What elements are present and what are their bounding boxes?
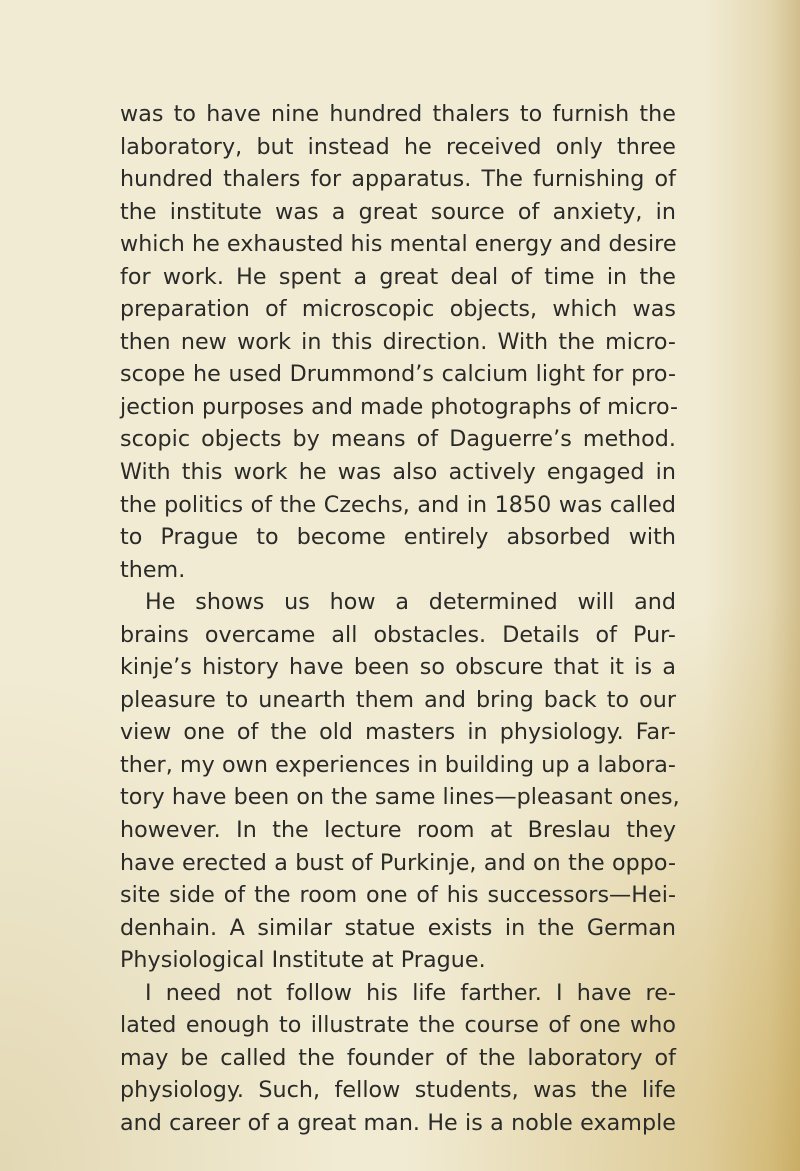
text-line: hundred thalers for apparatus. The furnishing of (120, 166, 676, 193)
text-line: lated enough to illustrate the course of one who (120, 1012, 676, 1039)
text-line: laboratory, but instead he received only three (120, 133, 676, 160)
text-line: scope he used Drummond’s calcium light for pro- (120, 361, 676, 388)
text-line: I need not follow his life farther. I have re- (145, 979, 676, 1006)
text-line: was to have nine hundred thalers to furnish the (120, 101, 676, 127)
text-line: ther, my own experiences in building up a labora- (120, 751, 676, 778)
text-line: site side of the room one of his successors—Hei- (120, 882, 676, 909)
text-line: then new work in this direction. With the micro- (120, 328, 676, 355)
text-line: the politics of the Czechs, and in 1850 was called (120, 491, 676, 518)
text-line: however. In the lecture room at Breslau they (120, 817, 676, 844)
text-line: view one of the old masters in physiology. Far- (120, 719, 676, 746)
text-line: have erected a bust of Purkinje, and on the oppo- (120, 849, 676, 876)
body-text (120, 98, 680, 1140)
text-line: may be called the founder of the laboratory of (120, 1044, 676, 1071)
text-line: denhain. A similar statue exists in the German (120, 914, 676, 941)
text-line: preparation of microscopic objects, which was (120, 296, 676, 323)
text-line: He shows us how a determined will and (145, 589, 676, 616)
text-line: kinje’s history have been so obscure that it is a (120, 654, 676, 681)
text-line: for work. He spent a great deal of time in the (120, 263, 676, 290)
text-line: tory have been on the same lines—pleasant ones, (120, 784, 680, 811)
text-line: Physiological Institute at Prague. (120, 947, 486, 974)
text-line: jection purposes and made photographs of micro- (120, 393, 679, 420)
text-line: pleasure to unearth them and bring back to our (120, 686, 676, 713)
text-line: the institute was a great source of anxiety, in (120, 198, 676, 225)
text-line: scopic objects by means of Daguerre’s method. (120, 426, 676, 453)
text-line: which he exhausted his mental energy and desire (120, 231, 677, 258)
text-line: physiology. Such, fellow students, was the life (120, 1077, 676, 1104)
text-line: With this work he was also actively engaged in (120, 459, 676, 486)
text-line: brains overcame all obstacles. Details of Pur- (120, 621, 676, 648)
text-line: and career of a great man. He is a noble example (120, 1109, 676, 1136)
text-line: them. (120, 556, 186, 583)
text-line: to Prague to become entirely absorbed with (120, 524, 676, 551)
